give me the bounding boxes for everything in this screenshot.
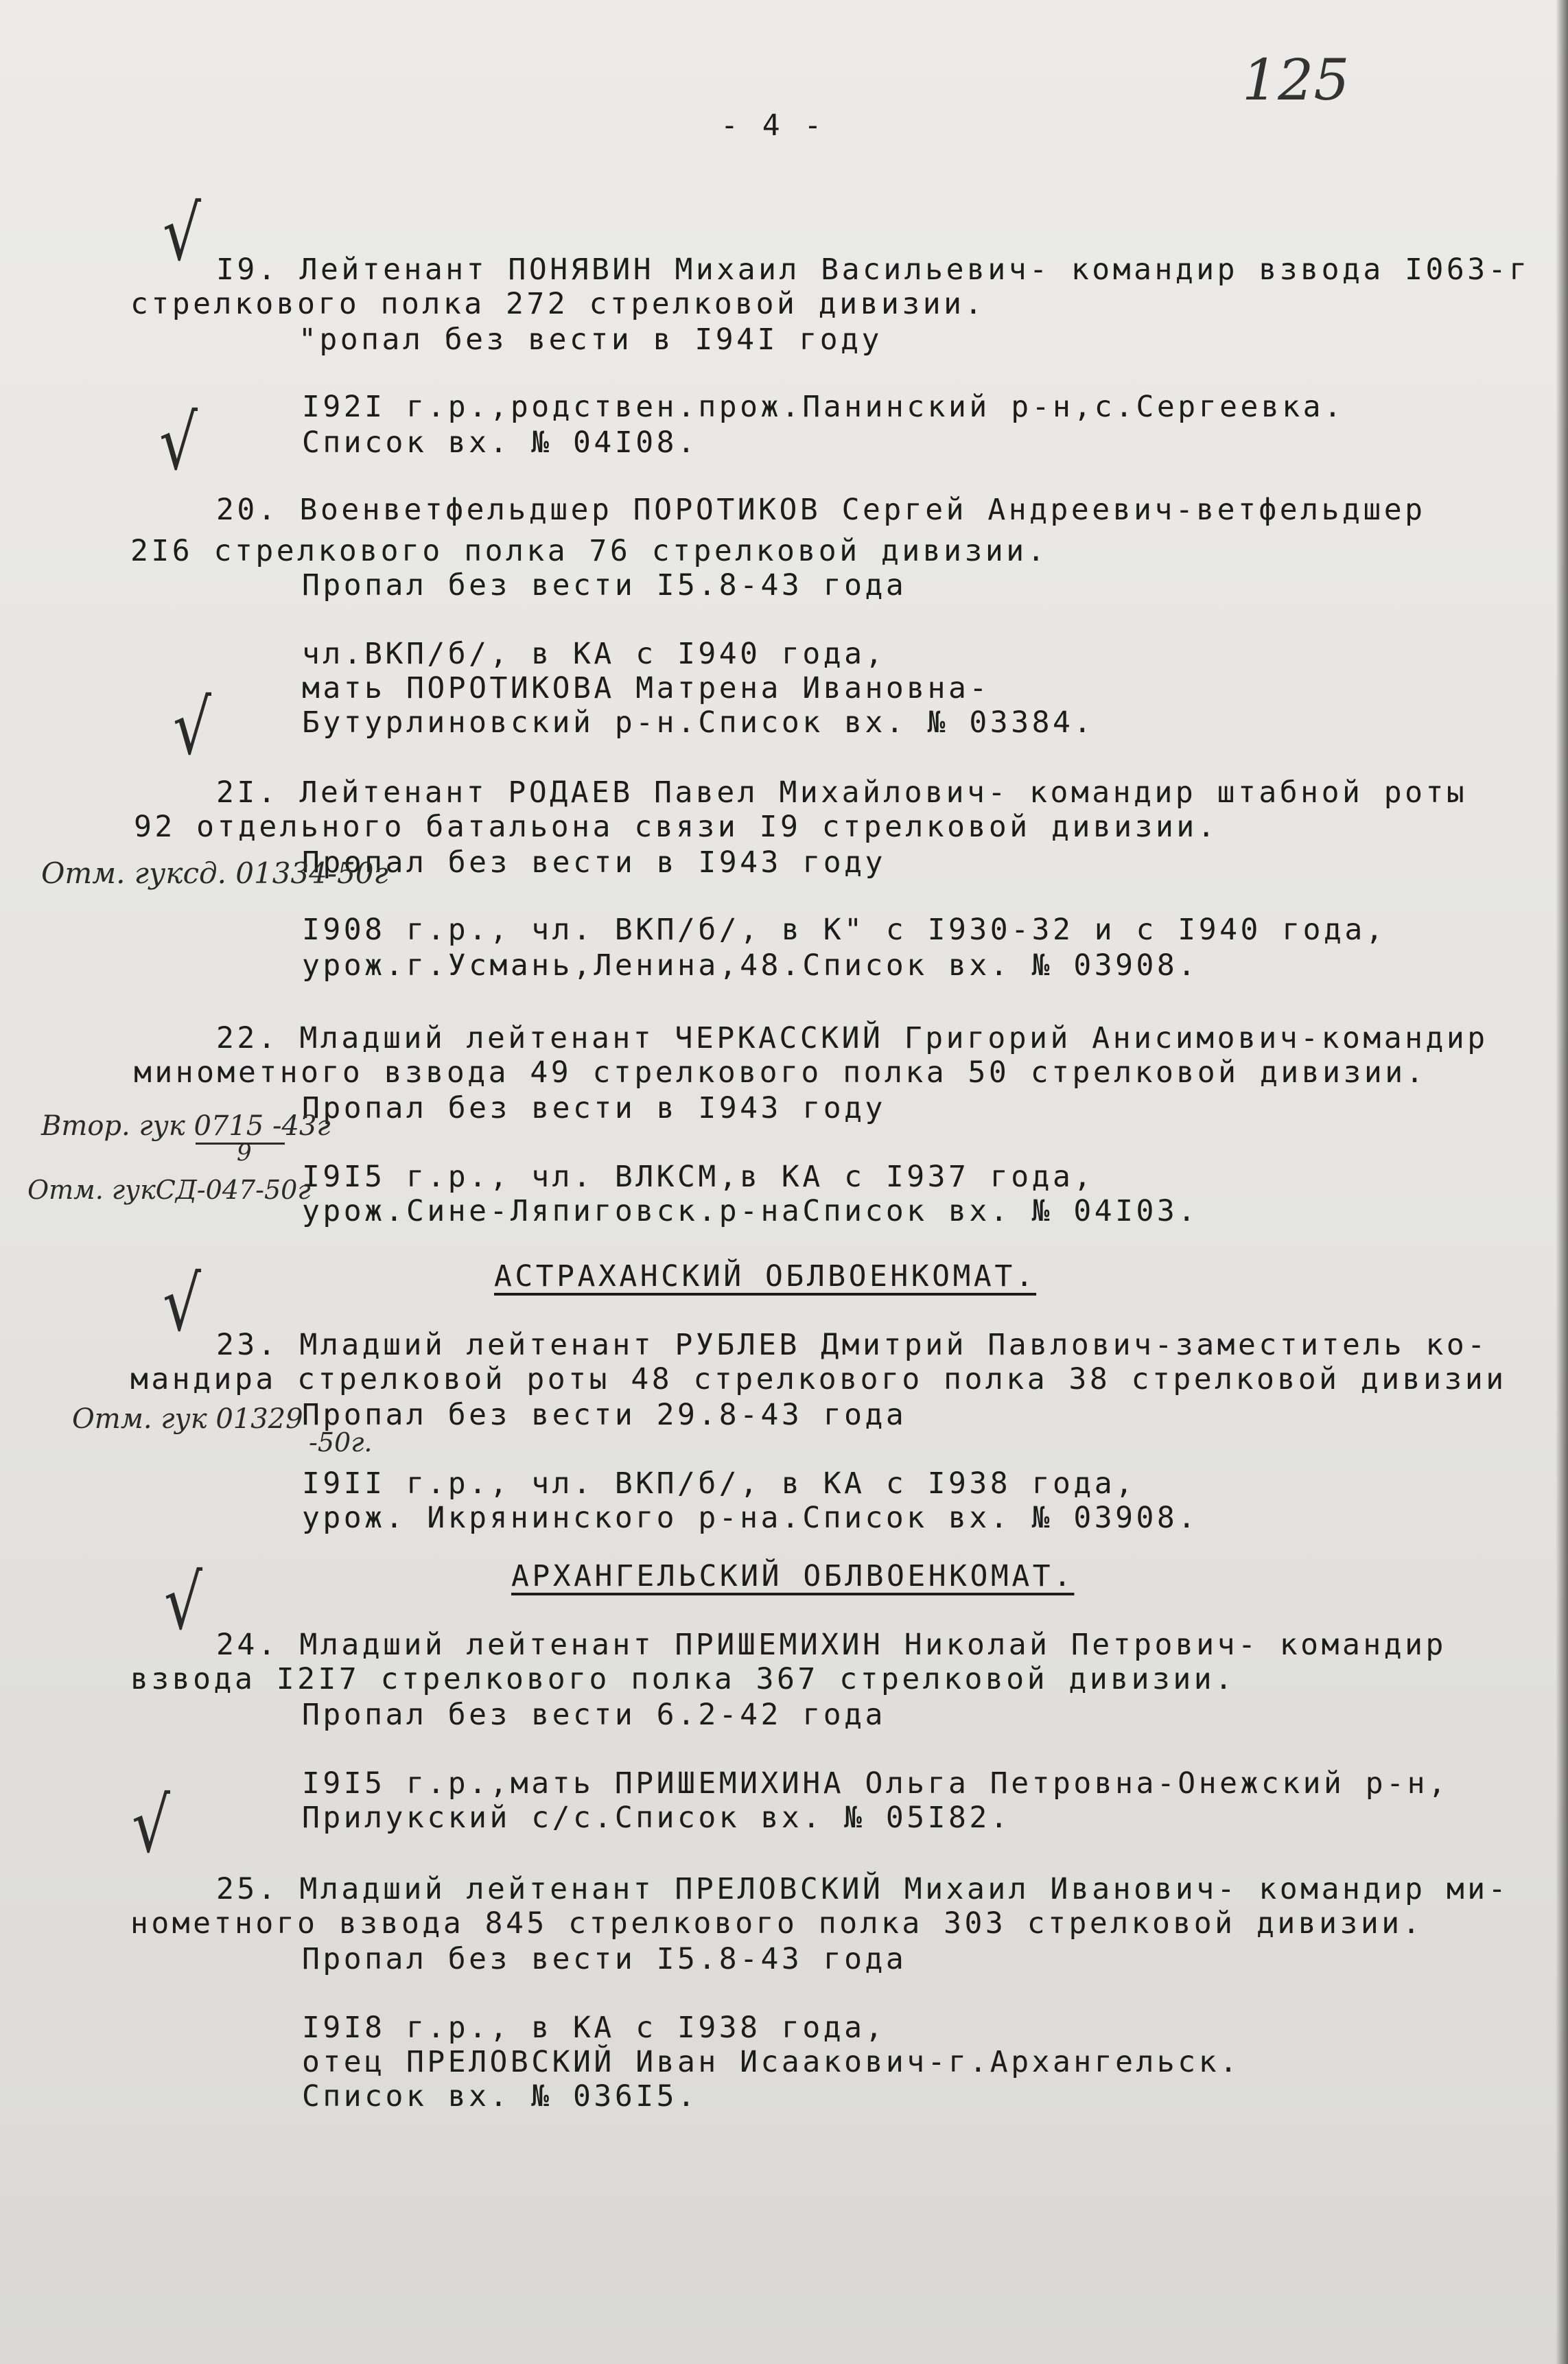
entry-23-line-1: 23. Младший лейтенант РУБЛЕВ Дмитрий Павлович-заместитель ко-	[216, 1328, 1488, 1362]
margin-note: -50г.	[309, 1427, 373, 1458]
check-mark-icon: √	[159, 399, 198, 487]
section-heading: АРХАНГЕЛЬСКИЙ ОБЛВОЕНКОМАТ.	[511, 1559, 1075, 1593]
entry-22-line-3: Пропал без вести в I943 году	[302, 1091, 886, 1125]
margin-note: Втор. гук 0715 -43г	[41, 1110, 331, 1142]
entry-20-line-5: мать ПОРОТИКОВА Матрена Ивановна-	[302, 671, 990, 705]
entry-20-line-6: Бутурлиновский р-н.Список вх. № 03384.	[302, 705, 1095, 740]
entry-25-line-1: 25. Младший лейтенант ПРЕЛОВСКИЙ Михаил Иванович- командир ми-	[216, 1872, 1510, 1906]
entry-19-line-3: "ропал без вести в I94I году	[299, 323, 882, 357]
entry-21-line-4: I908 г.р., чл. ВКП/б/, в К" с I930-32 и с I940 года,	[302, 913, 1387, 947]
entry-24-line-5: Прилукский с/с.Список вх. № 05I82.	[302, 1801, 1011, 1835]
entry-25-line-4: I9I8 г.р., в КА с I938 года,	[302, 2011, 886, 2045]
entry-20-line-2: 2I6 стрелкового полка 76 стрелковой дивизии.	[130, 534, 1049, 568]
entry-23-line-4: I9II г.р., чл. ВКП/б/, в КА с I938 года,	[302, 1466, 1136, 1501]
entry-20-line-1: 20. Военветфельдшер ПОРОТИКОВ Сергей Андреевич-ветфельдшер	[216, 493, 1426, 527]
entry-25-line-6: Список вх. № 036I5.	[302, 2079, 699, 2114]
entry-24-line-2: взвода I2I7 стрелкового полка 367 стрелковой дивизии.	[130, 1662, 1236, 1696]
entry-19-line-4: I92I г.р.,родствен.прож.Панинский р-н,с.Сергеевка.	[302, 390, 1345, 424]
entry-20-line-4: чл.ВКП/б/, в КА с I940 года,	[302, 637, 886, 671]
check-mark-icon: √	[173, 683, 212, 771]
entry-22-line-1: 22. Младший лейтенант ЧЕРКАССКИЙ Григорий Анисимович-командир	[216, 1021, 1488, 1055]
entry-22-line-2: минометного взвода 49 стрелкового полка 50 стрелковой дивизии.	[134, 1055, 1427, 1090]
entry-19-line-1: I9. Лейтенант ПОНЯВИН Михаил Васильевич- командир взвода I063-г	[216, 253, 1530, 287]
section-heading: АСТРАХАНСКИЙ ОБЛВОЕНКОМАТ.	[494, 1259, 1037, 1294]
entry-24-line-1: 24. Младший лейтенант ПРИШЕМИХИН Николай Петрович- командир	[216, 1628, 1447, 1662]
entry-25-line-2: нометного взвода 845 стрелкового полка 303 стрелковой дивизии.	[130, 1906, 1424, 1941]
entry-23-line-2: мандира стрелковой роты 48 стрелкового полка 38 стрелковой дивизии	[130, 1362, 1507, 1396]
margin-note: Отм. гук 01329	[72, 1403, 303, 1435]
entry-24-line-4: I9I5 г.р.,мать ПРИШЕМИХИНА Ольга Петровна-Онежский р-н,	[302, 1766, 1449, 1801]
page-number: - 4 -	[721, 108, 825, 143]
check-mark-icon: √	[164, 1558, 203, 1646]
entry-21-line-2: 92 отдельного батальона связи I9 стрелковой дивизии.	[134, 810, 1219, 844]
margin-note: 9	[237, 1139, 252, 1167]
check-mark-icon: √	[132, 1781, 171, 1869]
entry-25-line-3: Пропал без вести I5.8-43 года	[302, 1942, 907, 1976]
entry-21-line-3: Пропал без вести в I943 году	[302, 845, 886, 880]
margin-note: Отм. гукСД-047-50г	[27, 1175, 311, 1205]
check-mark-icon: √	[163, 189, 202, 277]
entry-24-line-3: Пропал без вести 6.2-42 года	[302, 1698, 886, 1732]
entry-20-line-3: Пропал без вести I5.8-43 года	[302, 568, 907, 602]
entry-21-line-1: 2I. Лейтенант РОДАЕВ Павел Михайлович- командир штабной роты	[216, 775, 1468, 810]
entry-22-line-4: I9I5 г.р., чл. ВЛКСМ,в КА с I937 года,	[302, 1160, 1095, 1194]
entry-21-line-5: урож.г.Усмань,Ленина,48.Список вх. № 03908.	[302, 948, 1199, 983]
margin-note: Отм. гуксд. 01334-50г	[41, 856, 388, 890]
entry-19-line-5: Список вх. № 04I08.	[302, 425, 699, 460]
entry-23-line-5: урож. Икрянинского р-на.Список вх. № 03908.	[302, 1501, 1199, 1535]
archive-number: 125	[1242, 48, 1350, 113]
check-mark-icon: √	[163, 1260, 202, 1348]
entry-19-line-2: стрелкового полка 272 стрелковой дивизии.	[130, 287, 985, 321]
entry-23-line-3: Пропал без вести 29.8-43 года	[302, 1398, 907, 1432]
entry-25-line-5: отец ПРЕЛОВСКИЙ Иван Исаакович-г.Архангельск.	[302, 2045, 1241, 2079]
page-edge-shadow	[1556, 0, 1568, 2364]
entry-22-line-5: урож.Сине-Ляпиговск.р-наСписок вх. № 04I03.	[302, 1194, 1199, 1228]
